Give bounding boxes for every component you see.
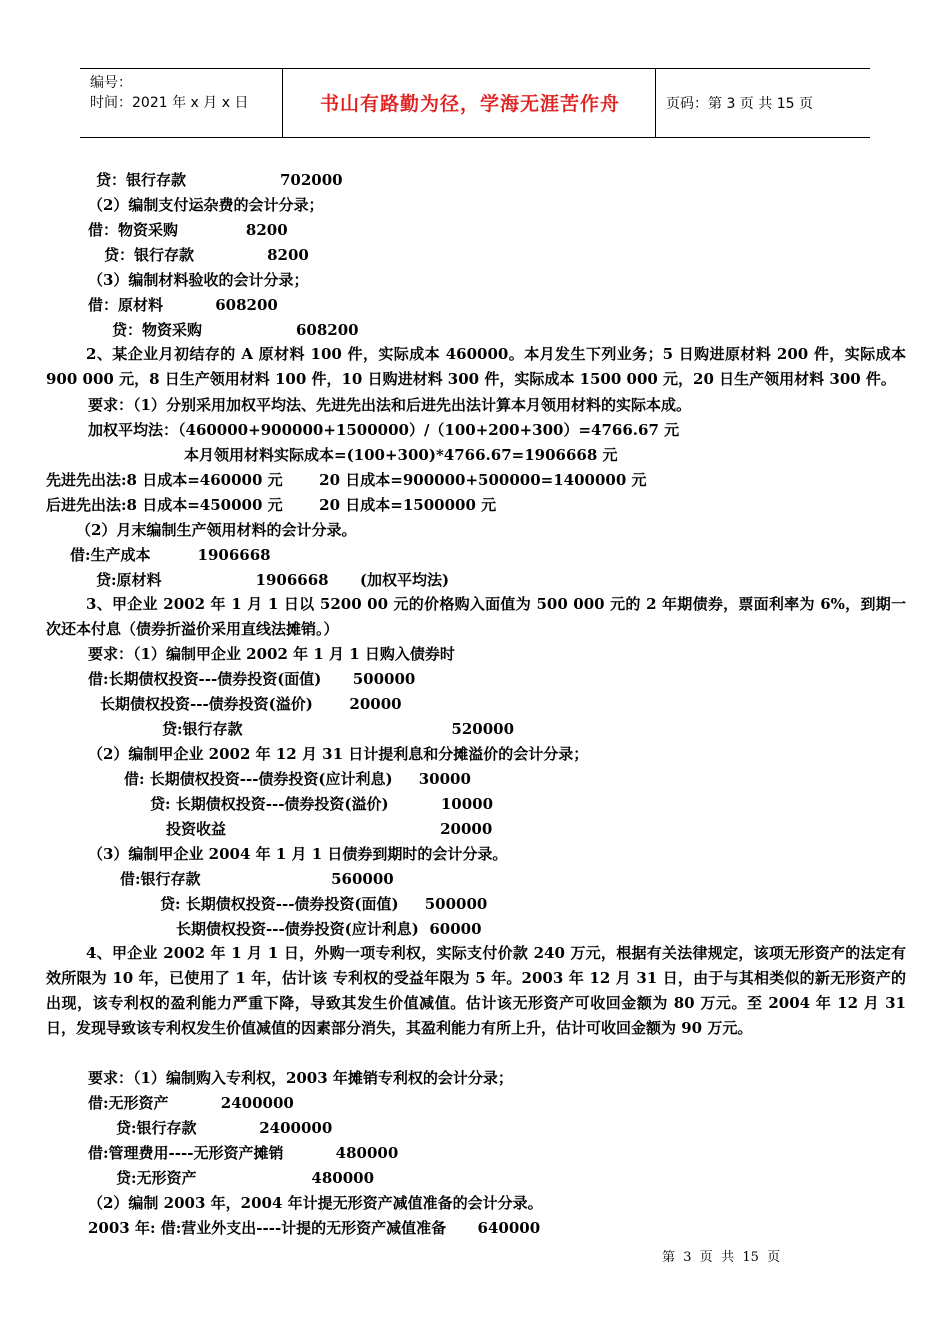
text-line: 贷：物资采购 608200 — [112, 321, 359, 339]
text-line: 2003 年: 借:营业外支出----计提的无形资产减值准备 640000 — [88, 1219, 541, 1237]
text-line: （2）月末编制生产领用材料的会计分录。 — [76, 521, 357, 539]
header-divider-left — [282, 69, 283, 137]
text-line: （3）编制甲企业 2004 年 1 月 1 日债券到期时的会计分录。 — [88, 845, 508, 863]
header-motto: 书山有路勤为径，学海无涯苦作舟 — [319, 93, 620, 115]
text-line: 长期债权投资---债券投资(溢价) 20000 — [100, 695, 402, 713]
text-line: 借:长期债权投资---债券投资(面值) 500000 — [88, 670, 416, 688]
text-line: 后进先出法:8 日成本=450000 元 20 日成本=1500000 元 — [46, 496, 497, 514]
paragraph-question-3: 3、甲企业 2002 年 1 月 1 日以 5200 00 元的价格购入面值为 500 000 元的 2 年期债券，票面利率为 6%，到期一次还本付息（债券折溢价采用直线法摊销。） — [46, 595, 906, 638]
text-line: 借:生产成本 1906668 — [70, 546, 271, 564]
text-line: （2）编制支付运杂费的会计分录； — [88, 196, 324, 214]
text-line: 借:管理费用----无形资产摊销 480000 — [88, 1144, 399, 1162]
paragraph-question-2: 2、某企业月初结存的 A 原材料 100 件，实际成本 460000。本月发生下列业务；5 日购进原材料 200 件，实际成本 900 000 元，8 日生产领用材料 100 件，10 日购进材料 300 件，实际成本 1500 000 元，20 日生产领用材料 300 件。 — [46, 345, 906, 388]
text-line: 贷:银行存款 2400000 — [116, 1119, 333, 1137]
text-line: 贷: 长期债权投资---债券投资(溢价) 10000 — [150, 795, 494, 813]
text-line: 贷:无形资产 480000 — [116, 1169, 375, 1187]
text-line: 先进先出法:8 日成本=460000 元 20 日成本=900000+500000=1400000 元 — [46, 471, 647, 489]
text-line: （2）编制甲企业 2002 年 12 月 31 日计提利息和分摊溢价的会计分录； — [88, 745, 589, 763]
text-line: 贷：银行存款 8200 — [104, 246, 309, 264]
text-line: 借: 长期债权投资---债券投资(应计利息) 30000 — [124, 770, 471, 788]
text-line: 借:无形资产 2400000 — [88, 1094, 294, 1112]
page-header — [80, 68, 870, 138]
paragraph-question-4: 4、甲企业 2002 年 1 月 1 日，外购一项专利权，实际支付价款 240 万元，根据有关法律规定，该项无形资产的法定有效所限为 10 年，已使用了 1 年，估计该 专利权的受益年限为 5 年。2003 年 12 月 31 日，由于与其相类似的新无形资产的出现，该专利权的盈利能力严重下降，导致其发生价值减值。估计该无形资产可收回金额为 80 万元。至 2004 年 12 月 31 日，发现导致该专利权发生价值减值的因素部分消失，其盈利能力有所上升，估计可收回金额为 90 万元。 — [46, 944, 906, 1037]
text-line: （3）编制材料验收的会计分录； — [88, 271, 309, 289]
text-line: 加权平均法：（460000+900000+1500000）/（100+200+300）=4766.67 元 — [88, 421, 680, 439]
text-line: 贷:银行存款 520000 — [162, 720, 515, 738]
text-line: 要求：（1）编制甲企业 2002 年 1 月 1 日购入债券时 — [88, 645, 455, 663]
text-line: 借：原材料 608200 — [88, 296, 278, 314]
header-meta — [90, 73, 248, 113]
header-code-label: 编号： — [90, 75, 132, 91]
text-line: 要求：（1）分别采用加权平均法、先进先出法和后进先出法计算本月领用材料的实际本成。 — [88, 396, 691, 414]
text-line: （2）编制 2003 年，2004 年计提无形资产减值准备的会计分录。 — [88, 1194, 543, 1212]
header-page-info: 页码：第 3 页 共 15 页 — [666, 96, 813, 112]
text-line: 投资收益 20000 — [166, 820, 493, 838]
text-line: 要求：（1）编制购入专利权，2003 年摊销专利权的会计分录； — [88, 1069, 513, 1087]
header-time-label: 时间：2021 年 x 月 x 日 — [90, 95, 249, 111]
text-line: 贷：银行存款 702000 — [96, 171, 343, 189]
text-line: 贷:原材料 1906668 (加权平均法) — [96, 571, 450, 589]
text-line: 借：物资采购 8200 — [88, 221, 288, 239]
text-line: 借:银行存款 560000 — [120, 870, 394, 888]
text-line: 贷: 长期债权投资---债券投资(面值) 500000 — [160, 895, 488, 913]
page-footer: 第 3 页 共 15 页 — [662, 1250, 781, 1265]
text-line: 本月领用材料实际成本=(100+300)*4766.67=1906668 元 — [184, 446, 618, 464]
text-line: 长期债权投资---债券投资(应计利息) 60000 — [176, 920, 482, 938]
